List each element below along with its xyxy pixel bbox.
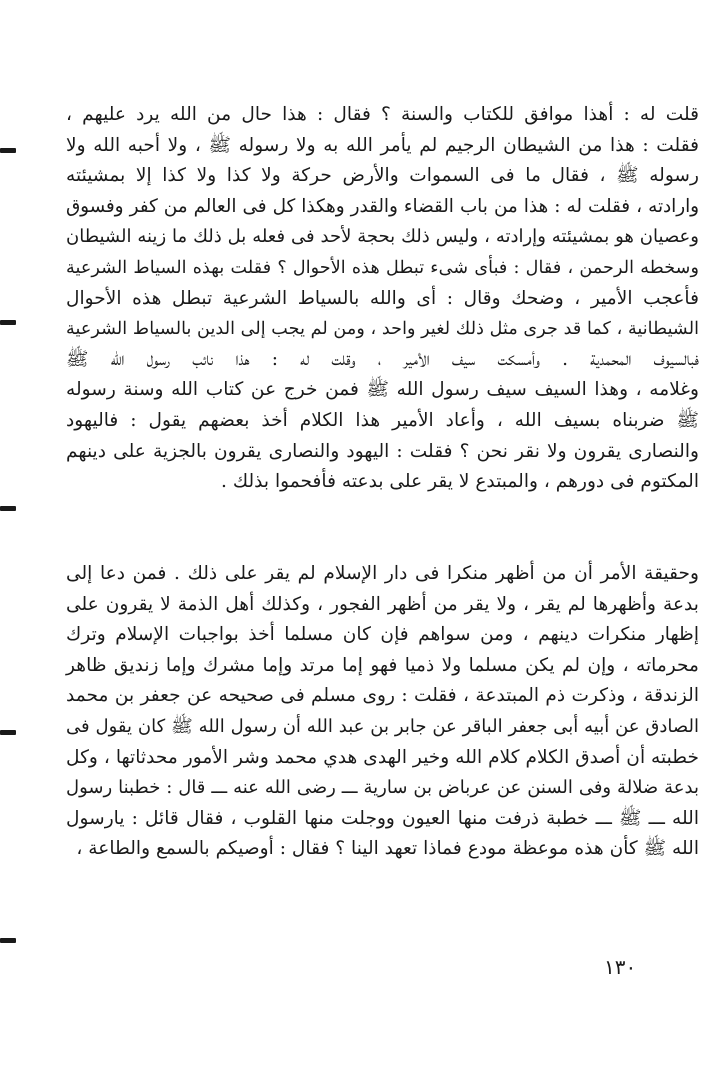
scan-edge-mark <box>0 506 16 511</box>
text-line: الزندقة ، وذكرت ذم المبتدعة ، فقلت : روى مسلم فى صحيحه عن جعفر بن محمد <box>66 685 699 707</box>
text-line: الشيطانية ، كما قد جرى مثل ذلك لغير واحد ، ومن لم يجب إلى الدين بالسياط الشرعية <box>66 319 699 340</box>
text-line: رسوله ﷺ ، فقال ما فى السموات والأرض حركة ولا كذا ولا كذا إلا بمشيئته <box>66 165 699 187</box>
text-line: الله ﷺ كأن هذه موعظة مودع فماذا تعهد الينا ؟ فقال : أوصيكم بالسمع والطاعة ، <box>76 838 699 860</box>
text-line: محرماته ، وإن لم يكن مسلما ولا ذميا فهو إما مرتد وإما مشرك وإما زنديق ظاهر <box>66 654 699 676</box>
text-line: وحقيقة الأمر أن من أظهر منكرا فى دار الإسلام لم يقر على ذلك . فمن دعا إلى <box>66 563 699 584</box>
text-line: فبالسيوف المحمدية . وأمسكت سيف الأمير ، وقلت له : هذا نائب رسول الله ﷺ <box>66 348 699 370</box>
page-number: ١٣٠ <box>604 955 637 979</box>
text-line: ﷺ ضربناه بسيف الله ، وأعاد الأمير هذا الكلام أخذ بعضهم يقول : فاليهود <box>66 409 699 431</box>
text-line: خطبته أن أصدق الكلام كلام الله وخير الهدى هدي محمد وشر الأمور محدثاتها ، وكل <box>66 746 699 768</box>
text-line: بدعة وأظهرها لم يقر ، ولا يقر من أظهر الفجور ، وكذلك أهل الذمة لا يقرون على <box>66 593 699 615</box>
scan-edge-mark <box>0 320 16 325</box>
paragraph-1 <box>66 100 699 498</box>
text-line: وعصيان هو بمشيئته وإرادته ، وليس ذلك بحجة لأحد فى فعله بل ذلك ما زينه الشيطان <box>66 226 699 248</box>
scan-edge-mark <box>0 730 16 735</box>
text-line: الصادق عن أبيه أبى جعفر الباقر عن جابر بن عبد الله أن رسول الله ﷺ كان يقول فى <box>66 715 699 737</box>
text-line: وغلامه ، وهذا السيف سيف رسول الله ﷺ فمن خرج عن كتاب الله وسنة رسوله <box>66 379 699 401</box>
scan-edge-mark <box>0 148 16 153</box>
text-line: المكتوم فى دورهم ، والمبتدع لا يقر على بدعته فأفحموا بذلك . <box>221 471 699 493</box>
text-line: بدعة ضلالة وفى السنن عن عرباض بن سارية ـــ رضى الله عنه ـــ قال : خطبنا رسول <box>66 777 699 799</box>
text-line: الله ـــ ﷺ ـــ خطبة ذرفت منها العيون ووجلت منها القلوب ، فقال قائل : يارسول <box>66 807 699 829</box>
text-line: قلت له : أهذا موافق للكتاب والسنة ؟ فقال : هذا حال من الله يرد عليهم ، <box>66 104 699 125</box>
paragraph-2 <box>66 559 699 865</box>
text-line: والنصارى يقرون ولا نقر نحن ؟ فقلت : اليهود والنصارى يقرون بالجزية على دينهم <box>66 440 699 462</box>
scan-edge-mark <box>0 938 16 943</box>
text-line: إظهار منكرات دينهم ، ومن سواهم فإن كان مسلما أخذ بواجبات الإسلام وترك <box>66 624 699 646</box>
text-line: فأعجب الأمير ، وضحك وقال : أى والله بالسياط الشرعية تبطل هذه الأحوال <box>66 287 699 309</box>
text-line: وارادته ، فقلت له : هذا من باب القضاء والقدر وهكذا كل فى العالم من كفر وفسوق <box>66 195 699 217</box>
text-line: وسخطه الرحمن ، فقال : فبأى شىء تبطل هذه الأحوال ؟ فقلت بهذه السياط الشرعية <box>66 257 699 278</box>
text-line: فقلت : هذا من الشيطان الرجيم لم يأمر الله به ولا رسوله ﷺ ، ولا أحبه الله ولا <box>66 134 699 156</box>
